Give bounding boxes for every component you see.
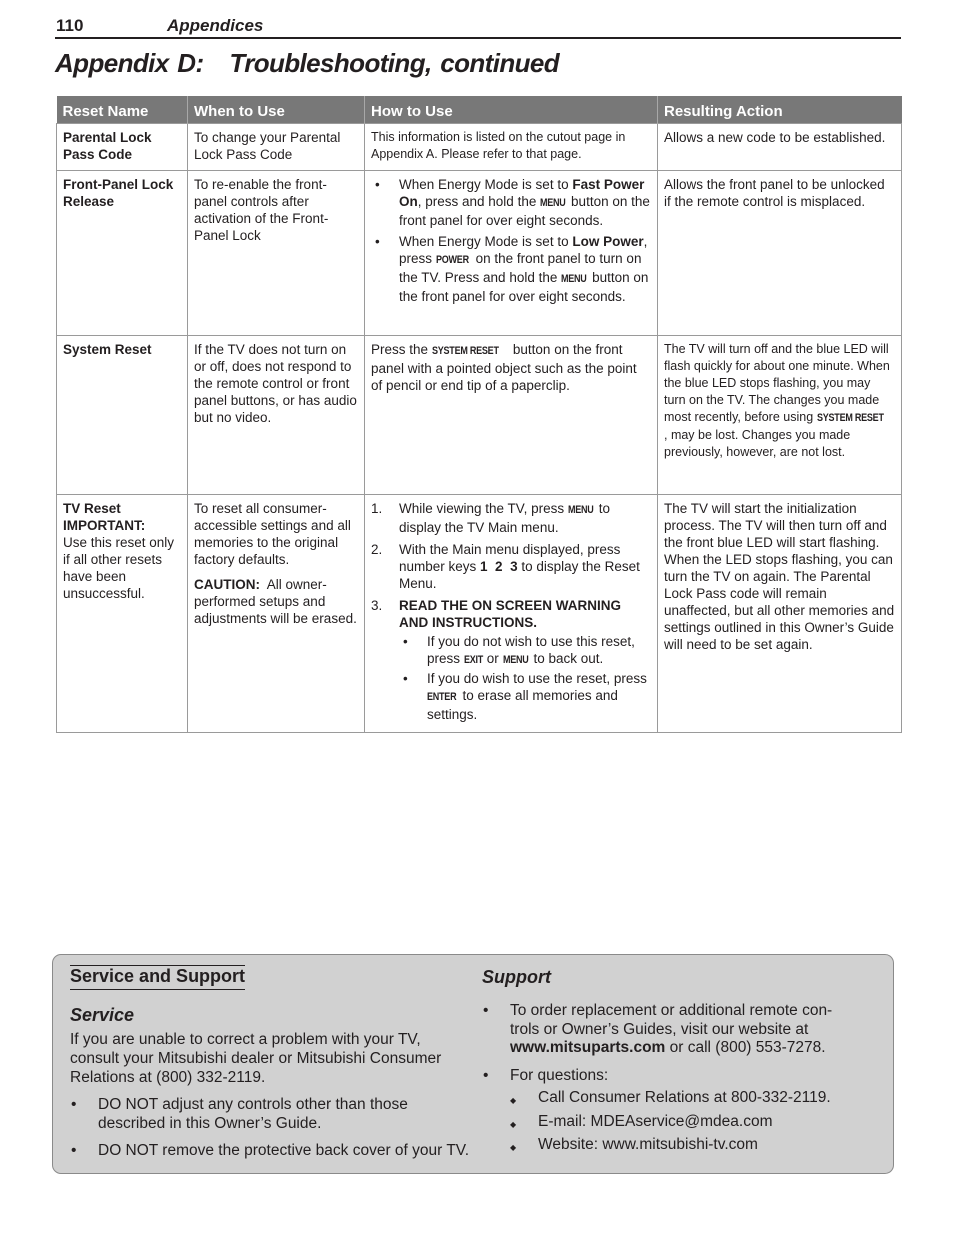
page-title: Appendix D: Troubleshooting, continued	[55, 48, 560, 78]
service-text: If you are unable to correct a problem with your TV, consult your Mitsubishi dealer or Mitsubishi Consumer Relations at (800) 332-2119.	[70, 1031, 442, 1086]
list-item: • DO NOT adjust any controls other than those described in this Owner’s Guide.	[70, 1096, 470, 1133]
header-rule	[55, 37, 901, 39]
step-item: 3. READ THE ON SCREEN WARNING AND INSTRUCTIONS. • If you do not wish to use this reset, press EXIT or MENU to back out. • If you do wish to use the reset, press ENTER to erase all memories and settings.	[371, 597, 651, 723]
column-header: When to Use	[188, 96, 365, 123]
reset-name: TV Reset	[63, 500, 121, 516]
system-reset-key-label: SYSTEM RESET	[816, 411, 884, 424]
reset-name: Parental Lock Pass Code	[63, 129, 152, 162]
troubleshooting-table	[56, 96, 902, 733]
contact-item: ◆ E-mail: MDEAservice@mdea.com	[510, 1113, 852, 1132]
system-reset-key-label: SYSTEM RESET	[431, 344, 499, 357]
reset-name: System Reset	[63, 341, 152, 357]
result-cell: The TV will turn off and the blue LED will flash quickly for about one minute. When the blue LED stops flashing, you may turn on the TV. The changes you made most recently, before using SYSTEM RESET, may be lost. Changes you made previously, however, are not lost.	[658, 335, 902, 494]
support-bullets	[482, 1002, 852, 1164]
section-name: Appendices	[167, 16, 264, 35]
how-cell: Press the SYSTEM RESET button on the front panel with a pointed object such as the point of pencil or end tip of a paperclip.	[365, 335, 658, 494]
when-cell: To change your Parental Lock Pass Code	[188, 123, 365, 170]
table-row	[57, 494, 902, 732]
service-support-heading: Service and Support	[70, 965, 245, 990]
reset-name-cell	[57, 494, 188, 732]
when-cell	[188, 494, 365, 732]
reset-name-cell	[57, 170, 188, 335]
caution-label: CAUTION:	[194, 576, 260, 592]
column-header: Reset Name	[57, 96, 188, 123]
column-header: Resulting Action	[658, 96, 902, 123]
contact-item: ◆ Website: www.mitsubishi-tv.com	[510, 1136, 852, 1155]
how-cell	[365, 170, 658, 335]
step-item: 1. While viewing the TV, press MENU to display the TV Main menu.	[371, 500, 611, 535]
important-label: IMPORTANT:	[63, 517, 146, 533]
mitsuparts-link[interactable]: www.mitsuparts.com	[510, 1039, 666, 1056]
list-item: • When Energy Mode is set to Fast Power On, press and hold the MENU button on the front panel for over eight seconds.	[371, 176, 651, 229]
power-key-label: POWER	[435, 253, 469, 266]
list-item: • DO NOT remove the protective back cover of your TV.	[70, 1142, 470, 1161]
support-title: Support	[482, 967, 551, 987]
table-header-row	[57, 96, 902, 123]
menu-key-label: MENU	[567, 503, 594, 516]
list-item: • For questions: ◆ Call Consumer Relations at 800-332-2119. ◆ E-mail: MDEAservice@mdea.com ◆ Website: www.mitsubishi-tv.com	[482, 1067, 852, 1155]
when-cell: If the TV does not turn on or off, does not respond to the remote control or front panel buttons, or has audio but no video.	[188, 335, 365, 494]
important-text: Use this reset only if all other resets have been unsuccessful.	[63, 534, 175, 601]
how-cell: This information is listed on the cutout page in Appendix A. Please refer to that page.	[365, 123, 658, 170]
when-cell: To re-enable the front-panel controls after activation of the Front-Panel Lock	[188, 170, 365, 335]
menu-key-label: MENU	[561, 272, 587, 285]
service-bullets	[70, 1096, 470, 1170]
reset-name: Front-Panel Lock Release	[63, 176, 174, 209]
step-item: 2. With the Main menu displayed, press number keys 1 2 3 to display the Reset Menu.	[371, 541, 640, 591]
page-number: 110	[56, 16, 84, 35]
contact-list	[510, 1089, 852, 1155]
sub-list-item: • If you do wish to use the reset, press ENTER to erase all memories and settings.	[399, 670, 651, 723]
result-cell: Allows a new code to be established.	[658, 123, 902, 170]
column-header: How to Use	[365, 96, 658, 123]
reset-name-cell	[57, 335, 188, 494]
contact-item: ◆ Call Consumer Relations at 800-332-2119.	[510, 1089, 852, 1108]
list-item: • When Energy Mode is set to Low Power, press POWER on the front panel to turn on the TV. Press and hold the MENU button on the front panel for over eight seconds.	[371, 233, 651, 305]
table-row	[57, 170, 902, 335]
exit-key-label: EXIT	[463, 653, 483, 666]
enter-key-label: ENTER	[427, 690, 457, 703]
when-text: To reset all consumer-accessible settings and all memories to the original factory defaults.	[194, 500, 351, 567]
table-row	[57, 335, 902, 494]
reset-name-cell	[57, 123, 188, 170]
service-support-box	[52, 954, 894, 1174]
sub-list-item: • If you do not wish to use this reset, press EXIT or MENU to back out.	[399, 633, 651, 669]
result-cell: Allows the front panel to be unlocked if the remote control is misplaced.	[658, 170, 902, 335]
caution-note: CAUTION: All owner-performed setups and adjustments will be erased.	[194, 576, 357, 626]
result-cell: The TV will start the initialization process. The TV will then turn off and the front blue LED will start flashing. When the LED stops flashing, you can turn the TV on again. The Parental Lock Pass code will remain unaffected, but all other memories and settings outlined in this Owner’s Guide will need to be set again.	[658, 494, 902, 732]
menu-key-label: MENU	[540, 196, 566, 209]
table-row	[57, 123, 902, 170]
list-item: • To order replacement or additional remote con-trols or Owner’s Guides, visit our website at www.mitsuparts.com or call (800) 553-7278.	[482, 1002, 852, 1058]
how-cell	[365, 494, 658, 732]
service-title: Service	[70, 1005, 135, 1025]
menu-key-label: MENU	[502, 653, 529, 666]
